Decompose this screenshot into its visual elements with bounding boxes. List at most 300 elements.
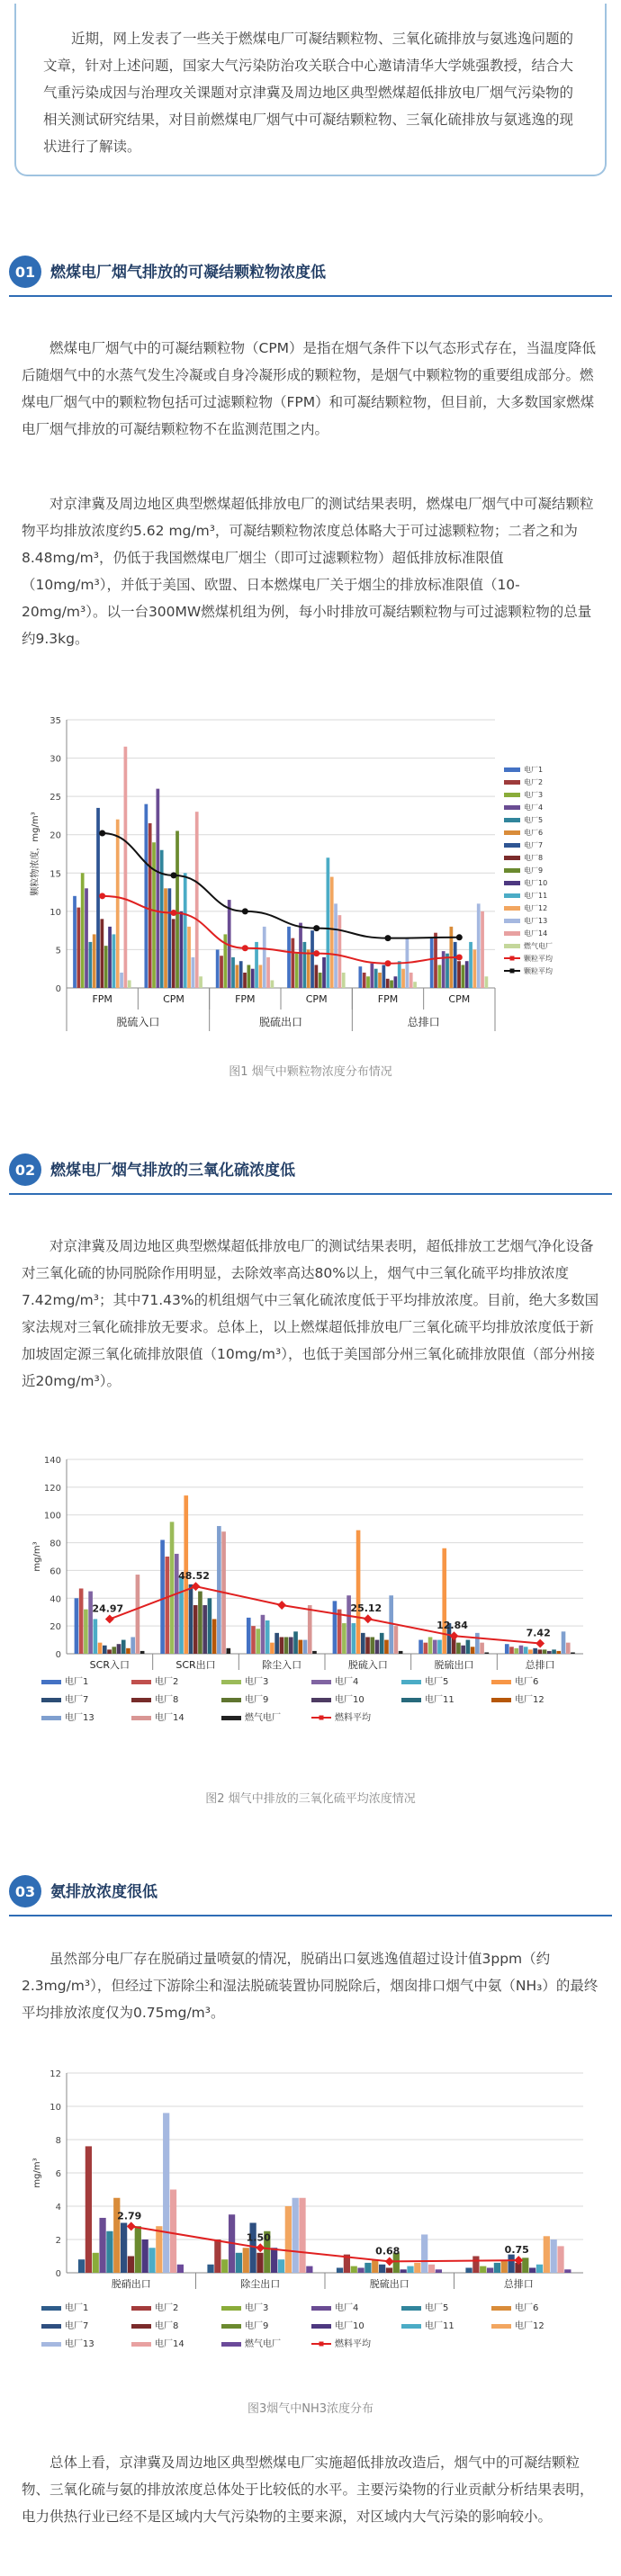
bar (112, 1647, 116, 1654)
bar (107, 1649, 112, 1654)
chart-2 (27, 1449, 594, 1782)
bar (484, 1652, 489, 1654)
bar (287, 927, 291, 988)
legend-label: 电厂12 (515, 1695, 544, 1705)
legend-swatch (504, 944, 520, 948)
legend-label: 燃气电厂 (245, 1713, 281, 1723)
bar (424, 1643, 428, 1654)
data-label: 0.68 (375, 2245, 400, 2257)
bar (310, 930, 314, 988)
y-tick-label: 20 (50, 1622, 61, 1633)
y-tick-label: 12 (50, 2069, 61, 2079)
bar (167, 888, 171, 988)
legend-label: 燃料平均 (335, 2339, 371, 2349)
legend-swatch (221, 2324, 241, 2329)
bar (148, 2248, 155, 2273)
bar (235, 965, 238, 988)
bar (208, 1598, 212, 1654)
bar (148, 823, 152, 988)
bar (214, 2239, 220, 2273)
bar (358, 966, 362, 988)
bar (170, 2190, 176, 2274)
y-tick-label: 0 (55, 984, 61, 994)
bar (96, 808, 100, 988)
bar (179, 1577, 184, 1654)
legend-label: 电厂2 (155, 1677, 179, 1687)
bar (103, 1646, 107, 1654)
bar (374, 969, 378, 988)
bar (390, 980, 393, 988)
bar (480, 1643, 484, 1654)
x-tick-label: CPM (163, 993, 184, 1005)
bar (270, 1643, 274, 1654)
legend-swatch (504, 793, 520, 797)
line-point (127, 2221, 136, 2230)
line-series (103, 833, 460, 938)
bar (156, 2226, 162, 2273)
chart-2-svg (27, 1449, 594, 1782)
legend-label: 电厂7 (524, 841, 544, 849)
y-tick-label: 35 (50, 716, 61, 726)
legend-label: 燃料平均 (335, 1713, 371, 1723)
legend-swatch (401, 2324, 421, 2329)
bar (243, 973, 247, 988)
section-number-badge: 02 (9, 1153, 41, 1186)
section-header-03 (9, 1866, 612, 1916)
bar (124, 747, 128, 988)
bar (307, 949, 310, 988)
bar (552, 1649, 556, 1654)
legend-swatch (131, 1680, 151, 1684)
bar (299, 2198, 305, 2273)
bar (126, 1648, 130, 1654)
bar (128, 980, 131, 988)
bar (357, 2267, 364, 2273)
legend-label: 电厂12 (515, 2321, 544, 2331)
bar (414, 2263, 420, 2273)
bar (271, 980, 274, 988)
bar (75, 1598, 79, 1654)
legend-label: 颗粒平均 (524, 967, 553, 975)
bar (418, 1640, 423, 1654)
bar (366, 976, 370, 988)
bar (380, 1633, 384, 1654)
data-label: 2.79 (117, 2210, 142, 2222)
bar (302, 942, 306, 988)
x-tick-label: FPM (377, 993, 399, 1005)
legend-swatch (491, 2306, 511, 2311)
legend-swatch (491, 1698, 511, 1702)
bar (239, 961, 243, 988)
bar (220, 956, 223, 988)
legend-label: 电厂11 (425, 1695, 454, 1705)
legend-label: 电厂12 (524, 904, 548, 912)
legend-label: 电厂13 (524, 917, 548, 925)
bar (461, 1646, 465, 1654)
bar (271, 2248, 277, 2273)
y-tick-label: 0 (55, 2269, 61, 2279)
legend-label: 电厂13 (65, 2339, 94, 2349)
bar (212, 1619, 217, 1654)
line-point (385, 2257, 394, 2266)
x-tick-label: FPM (92, 993, 112, 1005)
legend-swatch (504, 868, 520, 873)
bar (199, 976, 202, 988)
bar (469, 942, 472, 988)
legend-swatch (131, 1716, 151, 1720)
section-divider (9, 1193, 612, 1195)
legend-label: 电厂5 (425, 1677, 449, 1687)
legend-swatch (221, 2306, 241, 2311)
bar (144, 804, 148, 988)
bar (477, 903, 481, 988)
bar (386, 979, 390, 988)
bar (398, 961, 401, 988)
x-tick-label: 除尘出口 (240, 2278, 281, 2290)
y-tick-label: 6 (55, 2169, 61, 2179)
bar (293, 1631, 298, 1654)
bar (73, 896, 76, 988)
data-label: 1.50 (246, 2231, 271, 2244)
bar (88, 942, 92, 988)
legend-label: 电厂1 (524, 766, 544, 774)
data-label: 48.52 (178, 1570, 210, 1583)
legend-label: 电厂8 (524, 854, 544, 862)
bar (81, 873, 85, 988)
x-tick-label: 除尘入口 (262, 1659, 302, 1671)
legend-swatch (504, 805, 520, 810)
bar (76, 908, 80, 988)
bar (266, 1620, 270, 1654)
legend-swatch (311, 1698, 331, 1702)
bar (342, 1623, 346, 1654)
bar (195, 812, 199, 988)
bar (338, 1610, 342, 1654)
legend-swatch (504, 780, 520, 785)
bar (428, 1637, 433, 1654)
bar (177, 2265, 184, 2273)
bar (457, 961, 461, 988)
y-tick-label: 5 (55, 946, 61, 956)
legend-label: 电厂9 (245, 2321, 269, 2331)
legend-label: 电厂9 (524, 866, 544, 875)
legend-marker (510, 969, 515, 974)
bar (289, 1637, 293, 1654)
y-tick-label: 120 (43, 1483, 61, 1494)
line-point (385, 935, 392, 941)
line-point (256, 2243, 265, 2252)
bar (86, 2146, 92, 2273)
x-tick-label: 脱硫入口 (347, 1659, 388, 1671)
bar (428, 2265, 435, 2273)
section-title: 燃煤电厂烟气排放的三氧化硫浓度低 (50, 1162, 295, 1180)
bar (436, 2269, 442, 2273)
legend-label: 电厂1 (65, 1677, 89, 1687)
bar (330, 877, 334, 988)
section-header-01 (9, 247, 612, 297)
bar (433, 1640, 437, 1654)
chart-3-svg (27, 2062, 594, 2388)
legend-swatch (41, 2324, 61, 2329)
y-axis-label: mg/m³ (32, 2158, 42, 2188)
bar (121, 2223, 127, 2274)
legend-swatch (401, 1680, 421, 1684)
bar (261, 1615, 266, 1654)
bar (192, 957, 195, 988)
bar (378, 973, 382, 988)
data-label: 24.97 (92, 1602, 124, 1615)
legend-swatch (504, 881, 520, 885)
bar (352, 1623, 356, 1654)
line-point (313, 925, 320, 931)
y-tick-label: 140 (43, 1456, 61, 1466)
bar (547, 1651, 552, 1654)
bar (216, 949, 220, 988)
bar (142, 2239, 148, 2273)
bar (156, 789, 159, 988)
bar (176, 830, 179, 988)
paragraph: 对京津冀及周边地区典型燃煤超低排放电厂的测试结果表明，超低排放工艺烟气净化设备对三氧化硫的协同脱除作用明显，去除效率高达80%以上，烟气中三氧化硫平均排放浓度7.42mg/m³；其中71.43%的机组烟气中三氧化硫浓度低于平均排放浓度。目前，绝大多数国家法规对三氧化硫排放无要求。总体上，以上燃煤超低排放电厂三氧化硫平均排放浓度低于新加坡固定源三氧化硫排放限值（10mg/m³），也低于美国部分州三氧化硫排放限值（部分州接近20mg/m³）。 (22, 1238, 599, 1389)
legend-label: 电厂4 (524, 803, 544, 812)
y-tick-label: 40 (50, 1594, 61, 1605)
bar (194, 1605, 198, 1654)
bar (394, 1626, 399, 1654)
y-tick-label: 100 (43, 1511, 61, 1521)
bar (120, 973, 123, 988)
legend-label: 电厂7 (65, 2321, 89, 2331)
legend-swatch (311, 1680, 331, 1684)
bar (361, 1633, 365, 1654)
legend-marker (510, 956, 515, 961)
bar (370, 964, 374, 988)
bar (93, 934, 96, 988)
intro-text: 近期，网上发表了一些关于燃煤电厂可凝结颗粒物、三氧化硫排放与氨逃逸问题的文章，针对上述问题，国家大气污染防治攻关联合中心邀请清华大学姚强教授，结合大气重污染成因与治理攻关课题对京津冀及周边地区典型燃煤超低排放电厂烟气污染物的相关测试研究结果，对目前燃煤电厂烟气中可凝结颗粒物、三氧化硫排放与氨逃逸的现状进行了解读。 (43, 31, 574, 155)
bar (295, 954, 299, 988)
data-label: 0.75 (504, 2244, 529, 2257)
bar (334, 903, 338, 988)
bar (338, 915, 342, 988)
group-label: 脱硫入口 (116, 1016, 160, 1028)
line-series (131, 2226, 519, 2261)
bar (170, 1521, 175, 1654)
legend-marker (320, 1716, 324, 1720)
legend-swatch (491, 1680, 511, 1684)
bar (160, 850, 164, 988)
section-title: 氨排放浓度很低 (50, 1883, 158, 1901)
legend-label: 电厂7 (65, 1695, 89, 1705)
legend-label: 电厂3 (524, 791, 544, 799)
legend-swatch (401, 2306, 421, 2311)
bar (160, 1539, 165, 1654)
bar (319, 973, 322, 988)
bar (556, 1651, 561, 1654)
chart-1 (27, 700, 594, 1056)
legend-swatch (131, 1698, 151, 1702)
legend-swatch (504, 856, 520, 860)
bar (85, 888, 88, 988)
bar (481, 911, 484, 988)
bar (466, 1640, 471, 1654)
bar (557, 2246, 563, 2273)
bar (189, 1584, 194, 1654)
bar (571, 1652, 575, 1654)
line-point (105, 1615, 114, 1624)
figure-caption: 图3烟气中NH3浓度分布 (247, 2402, 374, 2416)
bar (231, 957, 235, 988)
legend-swatch (221, 2342, 241, 2347)
x-tick-label: SCR出口 (176, 1659, 216, 1671)
line-point (277, 1601, 286, 1610)
bar (256, 1629, 260, 1654)
bar (251, 969, 255, 988)
bar (312, 1651, 317, 1654)
bar (394, 976, 398, 988)
y-tick-label: 10 (50, 2103, 61, 2113)
legend-swatch (221, 1716, 241, 1720)
figure-caption: 图1 烟气中颗粒物浓度分布情况 (229, 1065, 392, 1079)
bar (410, 973, 413, 988)
legend-swatch (504, 818, 520, 822)
legend-swatch (311, 2324, 331, 2329)
section-title: 燃煤电厂烟气排放的可凝结颗粒物浓度低 (50, 264, 326, 282)
legend-label: 电厂4 (335, 1677, 359, 1687)
bar (386, 2267, 392, 2273)
y-tick-label: 20 (50, 830, 61, 841)
bar (446, 954, 449, 988)
bar (135, 2226, 141, 2273)
legend-label: 电厂5 (425, 2303, 449, 2313)
bar (544, 2236, 550, 2273)
bar (116, 820, 120, 988)
bar (375, 1640, 380, 1654)
bar (434, 933, 437, 988)
legend-label: 电厂11 (524, 892, 548, 900)
line-point (536, 1639, 544, 1648)
bar (322, 957, 326, 988)
legend-swatch (221, 1698, 241, 1702)
bar (472, 2257, 479, 2274)
bar (566, 1643, 571, 1654)
legend-swatch (41, 1698, 61, 1702)
bar (104, 946, 108, 988)
bar (342, 973, 346, 988)
y-axis-label: 颗粒物浓度，mg/m³ (31, 812, 40, 896)
bar (372, 2259, 378, 2273)
bar (306, 2266, 312, 2273)
bar (187, 927, 191, 988)
bar (475, 1633, 480, 1654)
data-label: 25.12 (350, 1602, 382, 1615)
legend-label: 电厂9 (245, 1695, 269, 1705)
bar (266, 957, 270, 988)
legend-swatch (504, 893, 520, 898)
bar (164, 888, 167, 988)
bar (175, 1554, 179, 1654)
bar (501, 2261, 508, 2273)
bar (236, 2253, 242, 2273)
y-tick-label: 80 (50, 1539, 61, 1549)
bar (528, 1649, 533, 1654)
bar (108, 927, 112, 988)
legend-label: 电厂10 (524, 879, 548, 887)
bar (442, 951, 446, 988)
x-tick-label: FPM (235, 993, 256, 1005)
bar (112, 934, 116, 988)
bar (514, 1648, 518, 1654)
bar (93, 2253, 99, 2273)
bar (333, 1601, 338, 1654)
legend-label: 电厂2 (155, 2303, 179, 2313)
bar (298, 1640, 302, 1654)
legend-swatch (504, 906, 520, 911)
bar (100, 919, 104, 988)
bar (487, 2267, 493, 2273)
legend-swatch (504, 931, 520, 936)
bar (473, 949, 477, 988)
bar (243, 2248, 249, 2273)
bar (140, 1651, 145, 1654)
bar (184, 873, 187, 988)
legend-swatch (131, 2306, 151, 2311)
x-tick-label: 脱硫出口 (369, 2278, 410, 2290)
section-divider (9, 295, 612, 297)
bar (180, 911, 184, 988)
bar (84, 1610, 88, 1654)
legend-swatch (41, 1680, 61, 1684)
line-point (456, 954, 463, 960)
legend-label: 电厂3 (245, 2303, 269, 2313)
y-tick-label: 10 (50, 907, 61, 918)
bar (278, 2259, 284, 2273)
y-tick-label: 4 (55, 2203, 61, 2212)
bar (533, 1648, 537, 1654)
bar (202, 1605, 207, 1654)
bar (524, 1647, 528, 1654)
bar (351, 2266, 357, 2273)
line-point (242, 908, 248, 914)
y-tick-label: 15 (50, 869, 61, 880)
figure-caption: 图2 烟气中排放的三氧化硫平均浓度情况 (205, 1792, 416, 1806)
legend-label: 颗粒平均 (524, 955, 553, 963)
legend-label: 电厂11 (425, 2321, 454, 2331)
bar (207, 2265, 213, 2273)
legend-label: 电厂8 (155, 2321, 179, 2331)
legend-label: 电厂3 (245, 1677, 269, 1687)
bar (562, 1631, 566, 1654)
x-tick-label: 总排口 (503, 2278, 534, 2290)
line-point (364, 1614, 373, 1623)
y-tick-label: 8 (55, 2136, 61, 2146)
legend-swatch (504, 919, 520, 923)
bar (327, 857, 330, 988)
bar (437, 1640, 442, 1654)
legend-label: 电厂14 (155, 1713, 184, 1723)
data-label: 12.84 (436, 1620, 468, 1632)
legend-label: 电厂6 (524, 829, 544, 837)
bar (280, 1637, 284, 1654)
bar (370, 1637, 374, 1654)
bar (152, 842, 156, 988)
legend-label: 电厂10 (335, 1695, 364, 1705)
bar (522, 2257, 528, 2273)
bar (399, 1651, 403, 1654)
bar (413, 982, 417, 988)
bar (303, 1640, 308, 1654)
bar (122, 1640, 126, 1654)
y-tick-label: 60 (50, 1566, 61, 1577)
legend-label: 燃气电厂 (524, 942, 553, 950)
legend-label: 电厂10 (335, 2321, 364, 2331)
